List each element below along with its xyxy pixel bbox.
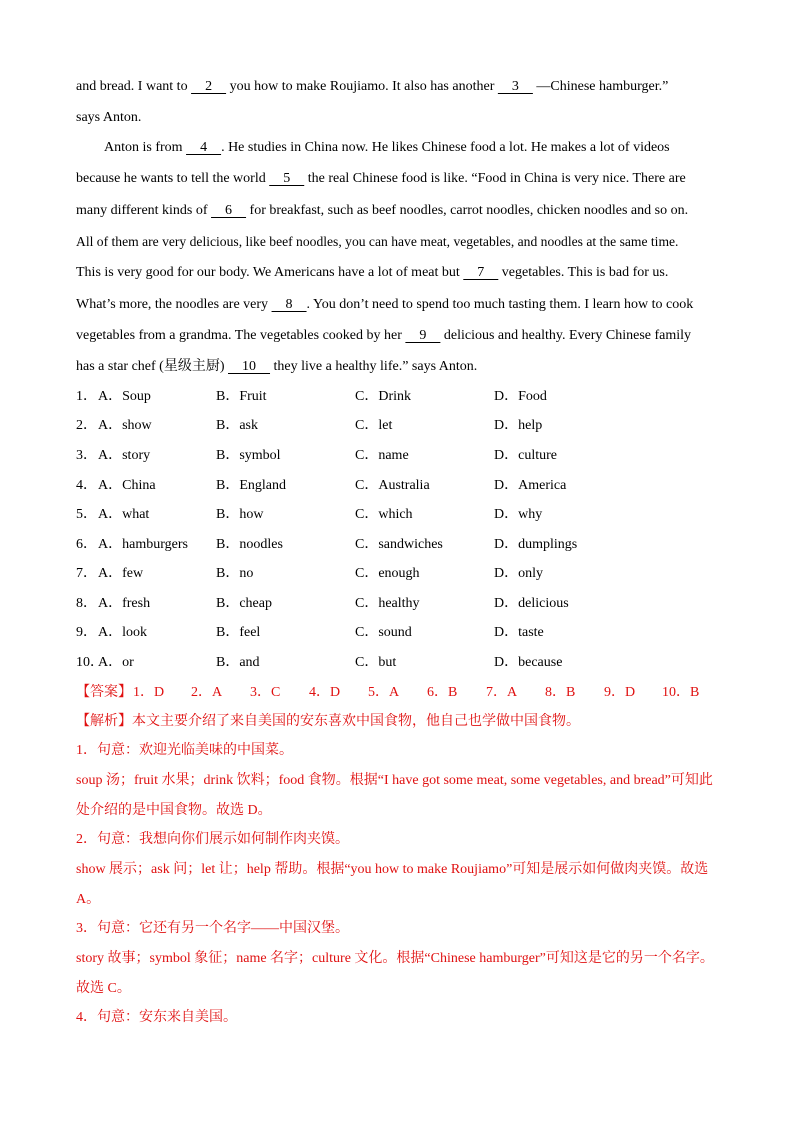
- answer-item: 4．D: [309, 685, 341, 700]
- passage-text: This is very good for our body. We Americans have a lot of meat but: [76, 265, 464, 280]
- q3-title: [76, 919, 726, 939]
- option-d: D．help: [494, 418, 543, 433]
- option-a: A．show: [98, 418, 152, 433]
- passage-line-7: [76, 263, 724, 283]
- option-d: D．America: [494, 478, 567, 493]
- q1-body-text: 处介绍的是中国食物。故选 D。: [76, 803, 272, 818]
- passage-text: they live a healthy life.” says Anton.: [270, 359, 478, 374]
- option-d: D．culture: [494, 448, 557, 463]
- option-b: B．cheap: [216, 596, 272, 611]
- passage-line-8: [76, 295, 724, 315]
- analysis-label: 【解析】: [76, 714, 132, 729]
- passage-line-9: [76, 326, 724, 346]
- q2-body-line-1: [76, 860, 726, 880]
- option-a: A．Soup: [98, 389, 151, 404]
- passage-text: . You don’t need to spend too much tasting them. I learn how to cook: [306, 297, 694, 312]
- option-b: B．feel: [216, 625, 261, 640]
- passage-text: Anton is from: [104, 140, 187, 155]
- option-a: A．hamburgers: [98, 537, 188, 552]
- passage-line-6: [76, 232, 724, 252]
- q4-title-text: 4．句意：安东来自美国。: [76, 1010, 237, 1025]
- option-b: B．England: [216, 478, 286, 493]
- option-row-8: [76, 594, 724, 614]
- option-c: C．sound: [355, 625, 412, 640]
- blank-3: 3: [497, 79, 533, 94]
- passage-text: because he wants to tell the world: [76, 171, 270, 186]
- question-number: 3．: [76, 448, 97, 463]
- blank-6: 6: [211, 203, 247, 218]
- passage-text: delicious and healthy. Every Chinese family: [440, 328, 692, 343]
- option-b: B．and: [216, 655, 260, 670]
- option-d: D．why: [494, 507, 543, 522]
- question-number: 4．: [76, 478, 97, 493]
- blank-2: 2: [191, 79, 227, 94]
- q1-body-line-1: [76, 771, 726, 791]
- option-d: D．dumplings: [494, 537, 578, 552]
- option-row-7: [76, 564, 724, 584]
- passage-text: vegetables from a grandma. The vegetables cooked by her: [76, 328, 406, 343]
- answer-item: 8．B: [545, 685, 576, 700]
- option-d: D．Food: [494, 389, 547, 404]
- option-c: C．Australia: [355, 478, 430, 493]
- option-b: B．symbol: [216, 448, 281, 463]
- answer-item: 7．A: [486, 685, 518, 700]
- passage-line-2: [76, 108, 724, 128]
- analysis-summary: [76, 712, 726, 732]
- q2-title-text: 2．句意：我想向你们展示如何制作肉夹馍。: [76, 832, 349, 847]
- question-number: 5．: [76, 507, 97, 522]
- option-d: D．delicious: [494, 596, 569, 611]
- q2-title: [76, 830, 726, 850]
- blank-8: 8: [271, 297, 307, 312]
- q3-title-text: 3．句意：它还有另一个名字——中国汉堡。: [76, 921, 349, 936]
- answer-label: 【答案】: [76, 685, 132, 700]
- question-number: 9．: [76, 625, 97, 640]
- question-number: 7．: [76, 566, 97, 581]
- q1-title: [76, 741, 726, 761]
- q3-body-text: story 故事；symbol 象征；name 名字；culture 文化。根据“Chinese hamburger”可知这是它的另一个名字。: [76, 951, 714, 966]
- option-b: B．no: [216, 566, 254, 581]
- option-c: C．let: [355, 418, 393, 433]
- blank-7: 7: [463, 265, 499, 280]
- option-b: B．how: [216, 507, 264, 522]
- option-d: D．because: [494, 655, 563, 670]
- q3-body-text: 故选 C。: [76, 981, 131, 996]
- option-b: B．noodles: [216, 537, 283, 552]
- passage-text: the real Chinese food is like. “Food in China is very nice. There are: [304, 171, 686, 186]
- passage-text: All of them are very delicious, like beef noodles, you can have meat, vegetables, and noodles at the same time.: [76, 234, 679, 249]
- option-b: B．Fruit: [216, 389, 267, 404]
- option-c: C．Drink: [355, 389, 411, 404]
- q3-body-line-1: [76, 949, 726, 969]
- passage-text: has a star chef (星级主厨): [76, 359, 229, 374]
- passage-line-5: [76, 201, 724, 221]
- option-row-2: [76, 416, 724, 436]
- analysis-summary-text: 本文主要介绍了来自美国的安东喜欢中国食物，他自己也学做中国食物。: [132, 714, 580, 729]
- blank-4: 4: [186, 140, 222, 155]
- answer-item: 3．C: [250, 685, 281, 700]
- answer-item: 2．A: [191, 685, 223, 700]
- q1-body-text: soup 汤；fruit 水果；drink 饮料；food 食物。根据“I have got some meat, some vegetables, and bread”可知此: [76, 773, 713, 788]
- answer-item: 10．B: [662, 685, 700, 700]
- option-row-4: [76, 476, 724, 496]
- option-a: A．China: [98, 478, 156, 493]
- option-d: D．only: [494, 566, 543, 581]
- option-row-10: [76, 653, 724, 673]
- option-b: B．ask: [216, 418, 258, 433]
- option-row-6: [76, 535, 724, 555]
- option-row-9: [76, 623, 724, 643]
- passage-line-3: [104, 138, 724, 158]
- option-a: A．what: [98, 507, 150, 522]
- option-a: A．story: [98, 448, 151, 463]
- option-a: A．or: [98, 655, 134, 670]
- option-row-1: [76, 387, 724, 407]
- passage-line-10: [76, 357, 724, 377]
- q2-body-line-2: [76, 890, 726, 910]
- answer-item: 5．A: [368, 685, 400, 700]
- passage-text: and bread. I want to: [76, 79, 192, 94]
- answer-item: 1．D: [133, 685, 165, 700]
- option-row-5: [76, 505, 724, 525]
- q1-body-line-2: [76, 801, 726, 821]
- question-number: 2．: [76, 418, 97, 433]
- answer-item: 6．B: [427, 685, 458, 700]
- option-a: A．few: [98, 566, 144, 581]
- passage-text: says Anton.: [76, 110, 142, 125]
- q1-title-text: 1．句意：欢迎光临美味的中国菜。: [76, 743, 293, 758]
- option-d: D．taste: [494, 625, 544, 640]
- q2-body-text: A。: [76, 892, 101, 907]
- option-c: C．healthy: [355, 596, 420, 611]
- passage-text: many different kinds of: [76, 203, 212, 218]
- passage-text: —Chinese hamburger.”: [532, 79, 669, 94]
- q3-body-line-2: [76, 979, 726, 999]
- option-c: C．which: [355, 507, 413, 522]
- option-c: C．name: [355, 448, 409, 463]
- passage-line-4: [76, 169, 724, 189]
- question-number: 10．: [76, 655, 104, 670]
- passage-text: vegetables. This is bad for us.: [498, 265, 669, 280]
- passage-text: you how to make Roujiamo. It also has another: [226, 79, 498, 94]
- option-a: A．look: [98, 625, 147, 640]
- question-number: 6．: [76, 537, 97, 552]
- q2-body-text: show 展示；ask 问；let 让；help 帮助。根据“you how to make Roujiamo”可知是展示如何做肉夹馍。故选: [76, 862, 709, 877]
- q4-title: [76, 1008, 726, 1028]
- option-c: C．but: [355, 655, 397, 670]
- blank-10: 10: [228, 359, 271, 374]
- passage-line-1: [76, 77, 724, 97]
- passage-text: What’s more, the noodles are very: [76, 297, 272, 312]
- option-row-3: [76, 446, 724, 466]
- passage-text: . He studies in China now. He likes Chinese food a lot. He makes a lot of videos: [221, 140, 670, 155]
- blank-5: 5: [269, 171, 305, 186]
- question-number: 1．: [76, 389, 97, 404]
- option-c: C．sandwiches: [355, 537, 443, 552]
- option-c: C．enough: [355, 566, 420, 581]
- option-a: A．fresh: [98, 596, 151, 611]
- passage-text: for breakfast, such as beef noodles, carrot noodles, chicken noodles and so on.: [246, 203, 689, 218]
- answer-item: 9．D: [604, 685, 636, 700]
- blank-9: 9: [405, 328, 441, 343]
- question-number: 8．: [76, 596, 97, 611]
